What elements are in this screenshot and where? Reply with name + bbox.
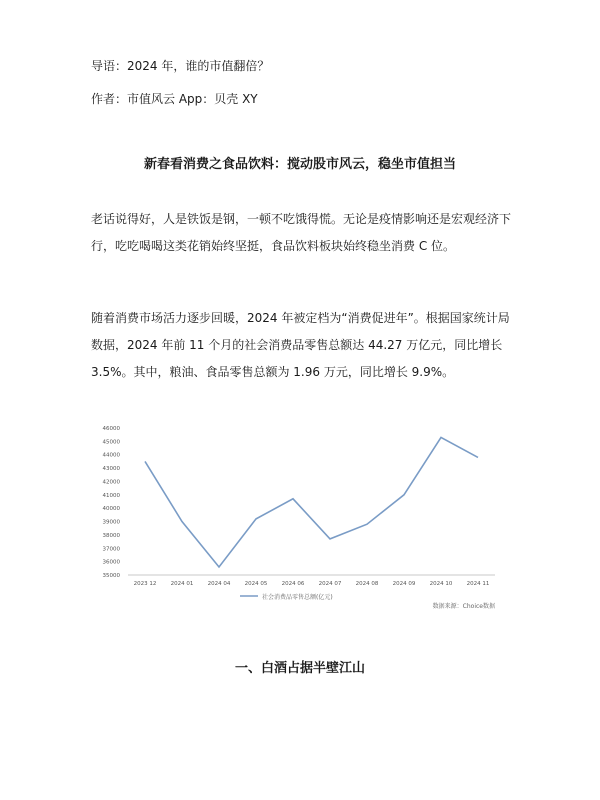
x-tick-label: 2024 10 <box>429 581 453 587</box>
y-tick-label: 42000 <box>102 479 120 486</box>
legend-label: 社会消费品零售总额(亿元) <box>262 594 333 601</box>
author-line: 作者：市值风云 App：贝壳 XY <box>91 92 258 106</box>
y-tick-label: 37000 <box>102 546 120 553</box>
x-tick-label: 2024 05 <box>244 581 268 587</box>
x-tick-label: 2023 12 <box>133 581 157 587</box>
x-tick-label: 2024 09 <box>392 581 416 587</box>
x-tick-label: 2024 04 <box>207 581 231 587</box>
y-tick-label: 46000 <box>102 426 120 432</box>
x-tick-label: 2024 01 <box>170 581 194 587</box>
y-tick-label: 45000 <box>102 439 120 446</box>
section-heading: 一、白酒占据半壁江山 <box>234 661 365 676</box>
y-axis-ticks <box>103 426 121 579</box>
y-tick-label: 38000 <box>102 532 120 539</box>
x-tick-label: 2024 07 <box>318 581 342 587</box>
x-tick-label: 2024 08 <box>355 581 379 587</box>
chart-source: 数据来源：Choice数据 <box>432 603 495 610</box>
y-tick-label: 43000 <box>102 466 120 473</box>
paragraph-1: 老话说得好，人是铁饭是钢，一顿不吃饿得慌。无论是疫情影响还是宏观经济下行，吃吃喝喝这类花销始终坚挺，食品饮料板块始终稳坐消费 C 位。 <box>91 212 512 253</box>
series-line <box>145 437 478 567</box>
x-tick-label: 2024 06 <box>281 581 305 587</box>
x-axis-labels <box>134 581 490 587</box>
paragraph-2: 随着消费市场活力逐步回暖，2024 年被定档为“消费促进年”。根据国家统计局数据，2024 年前 11 个月的社会消费品零售总额达 44.27 万亿元，同比增长 3.5%。其中，粮油、食品零售总额为 1.96 万元，同比增长 9.9%。 <box>91 311 510 379</box>
y-tick-label: 36000 <box>102 559 120 566</box>
y-tick-label: 41000 <box>102 492 120 499</box>
retail-sales-line-chart <box>90 420 515 615</box>
article-headline: 新春看消费之食品饮料：搅动股市风云，稳坐市值担当 <box>143 157 456 172</box>
y-tick-label: 39000 <box>102 519 120 526</box>
y-tick-label: 44000 <box>102 452 120 459</box>
y-tick-label: 40000 <box>102 506 120 513</box>
x-tick-label: 2024 11 <box>466 581 490 587</box>
intro-line: 导语：2024 年，谁的市值翻倍？ <box>91 59 270 73</box>
y-tick-label: 35000 <box>102 573 120 579</box>
